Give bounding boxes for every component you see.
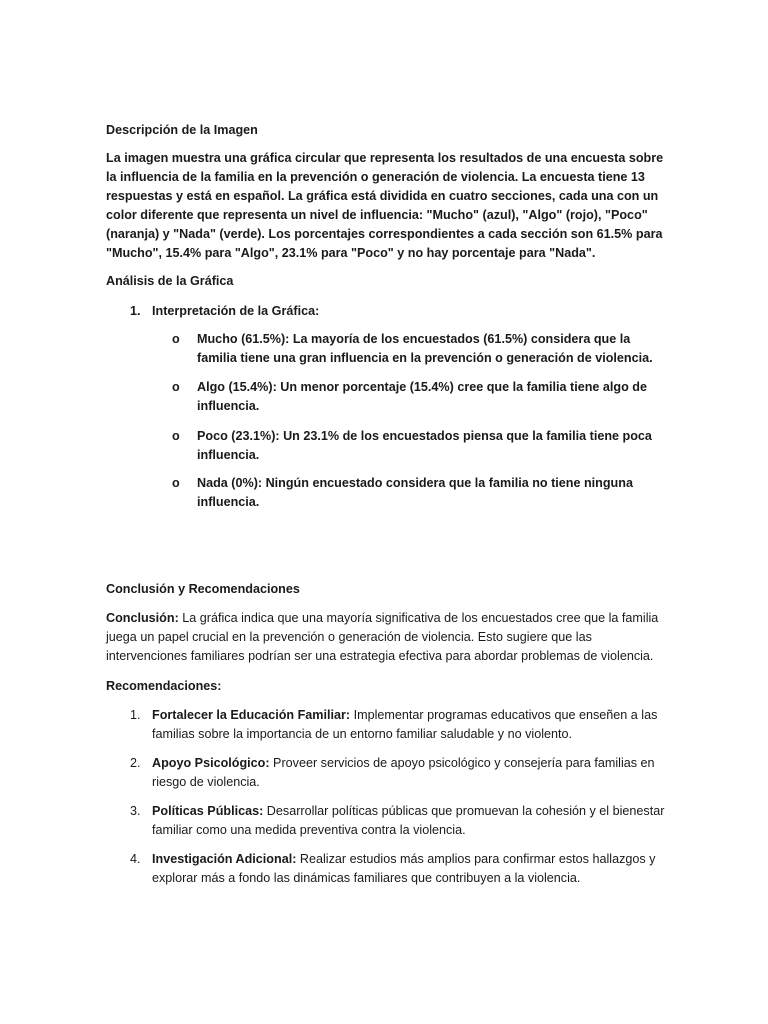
analysis-point-text: Algo (15.4%): Un menor porcentaje (15.4%) cree que la familia tiene algo de influencia. (197, 380, 647, 413)
recommendation-number: 1. (130, 708, 141, 722)
analysis-point-text: Nada (0%): Ningún encuestado considera que la familia no tiene ninguna influencia. (197, 476, 633, 509)
analysis-point-text: Mucho (61.5%): La mayoría de los encuestados (61.5%) considera que la familia tiene una gran influencia en la prevención o generación de violencia. (197, 332, 653, 365)
conclusion-heading: Conclusión y Recomendaciones (106, 582, 300, 596)
recommendation-text: Desarrollar políticas públicas que promuevan la cohesión y el bienestar familiar como una medida preventiva contra la violencia. (152, 804, 665, 837)
analysis-point-poco (172, 427, 662, 465)
recommendation-label: Investigación Adicional: (152, 852, 297, 866)
analysis-heading: Análisis de la Gráfica (106, 274, 234, 288)
recommendations-heading: Recomendaciones: (106, 679, 222, 693)
recommendation-label: Apoyo Psicológico: (152, 756, 270, 770)
recommendation-text: Realizar estudios más amplios para confirmar estos hallazgos y explorar más a fondo las dinámicas familiares que contribuyen a la violencia. (152, 852, 656, 885)
analysis-point-nada (172, 474, 662, 512)
bullet-icon: o (172, 476, 180, 490)
analysis-point-text: Poco (23.1%): Un 23.1% de los encuestados piensa que la familia tiene poca influencia. (197, 429, 652, 462)
analysis-item-number: 1. (130, 304, 141, 318)
recommendation-item (130, 850, 670, 888)
recommendation-text-block (152, 754, 670, 792)
analysis-item-label: Interpretación de la Gráfica: (152, 304, 320, 318)
recommendation-item (130, 706, 670, 744)
analysis-point-mucho (172, 330, 662, 368)
recommendation-label: Fortalecer la Educación Familiar: (152, 708, 351, 722)
recommendation-text: Proveer servicios de apoyo psicológico y consejería para familias en riesgo de violencia. (152, 756, 655, 789)
recommendation-text-block (152, 850, 670, 888)
recommendation-number: 4. (130, 852, 141, 866)
bullet-icon: o (172, 332, 180, 346)
bullet-icon: o (172, 380, 180, 394)
recommendation-item (130, 802, 670, 840)
recommendation-text: Implementar programas educativos que enseñen a las familias sobre la importancia de un entorno familiar saludable y no violento. (152, 708, 658, 741)
analysis-list-item (130, 302, 670, 321)
conclusion-label: Conclusión: (106, 611, 179, 625)
recommendation-text-block (152, 802, 670, 840)
conclusion-text: La gráfica indica que una mayoría significativa de los encuestados cree que la familia juega un papel crucial en la prevención o generación de violencia. Esto sugiere que las intervenciones familiares podrían ser una estrategia efectiva para abordar problemas de violencia. (106, 611, 659, 663)
description-heading: Descripción de la Imagen (106, 123, 258, 137)
description-paragraph: La imagen muestra una gráfica circular que representa los resultados de una encuesta sobre la influencia de la familia en la prevención o generación de violencia. La encuesta tiene 13 respuestas y está en español. La gráfica está dividida en cuatro secciones, cada una con un color diferente que representa un nivel de influencia: "Mucho" (azul), "Algo" (rojo), "Poco" (naranja) y "Nada" (verde). Los porcentajes correspondientes a cada sección son 61.5% para "Mucho", 15.4% para "Algo", 23.1% para "Poco" y no hay porcentaje para "Nada". (106, 151, 664, 260)
analysis-point-algo (172, 378, 662, 416)
recommendation-number: 3. (130, 804, 141, 818)
recommendation-item (130, 754, 670, 792)
bullet-icon: o (172, 429, 180, 443)
recommendation-text-block (152, 706, 670, 744)
conclusion-paragraph (106, 609, 666, 666)
recommendation-label: Políticas Públicas: (152, 804, 264, 818)
recommendation-number: 2. (130, 756, 141, 770)
